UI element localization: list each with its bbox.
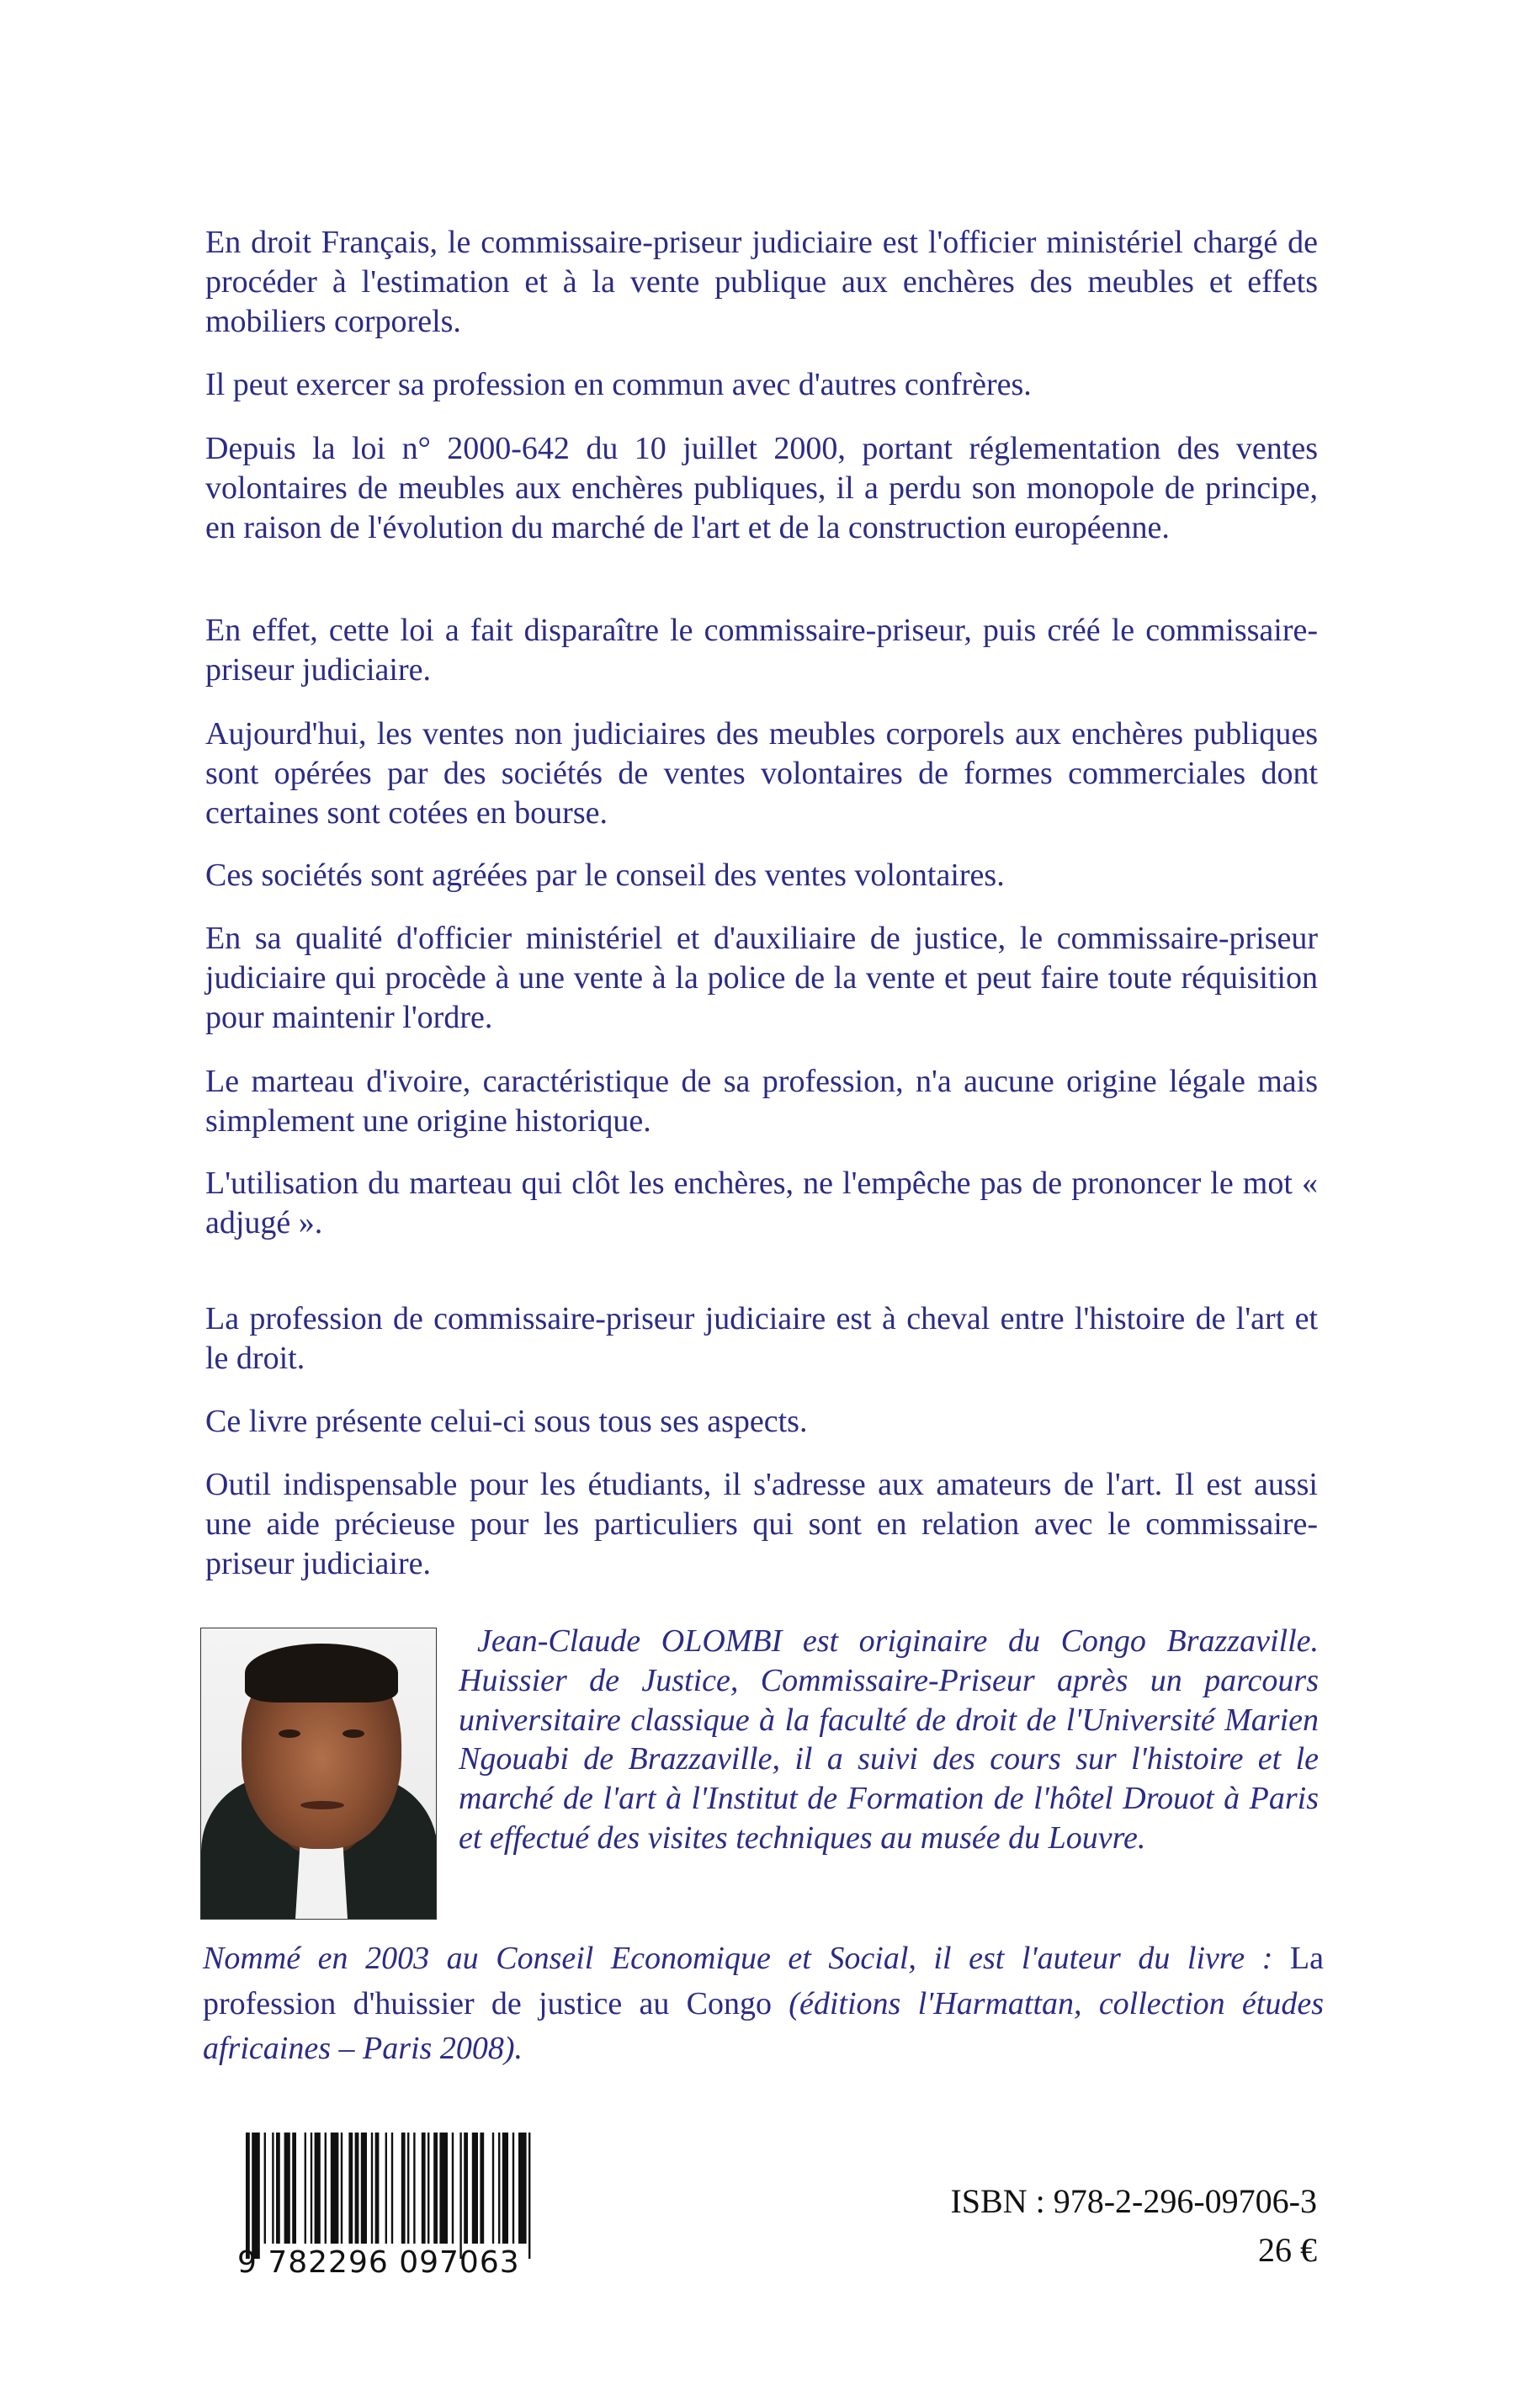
barcode-bar	[472, 2133, 478, 2244]
barcode-bar	[341, 2133, 343, 2244]
paragraph-profession: La profession de commissaire-priseur judiciaire est à cheval entre l'histoire de l'art et le droit.	[205, 1301, 1318, 1376]
barcode-bar	[480, 2133, 484, 2244]
barcode	[237, 2133, 542, 2280]
barcode-bar	[272, 2133, 273, 2244]
barcode-bar	[246, 2133, 250, 2259]
barcode-bar	[264, 2133, 266, 2244]
paragraph-definition: En droit Français, le commissaire-priseur judiciaire est l'officier ministériel chargé de procéder à l'estimation et à la vente publique aux enchères des meubles et effets mobiliers corporels.	[205, 225, 1318, 339]
barcode-bar	[331, 2133, 339, 2244]
paragraph-societies: Ces sociétés sont agréées par le conseil des ventes volontaires.	[205, 858, 1005, 893]
paragraph-today: Aujourd'hui, les ventes non judiciaires des meubles corporels aux enchères publiques sont opérées par des sociétés de ventes volontaires de formes commerciales dont certaines sont cotées en bourse.	[205, 716, 1318, 831]
barcode-bar	[439, 2133, 448, 2244]
barcode-bar	[371, 2133, 373, 2244]
isbn: ISBN : 978-2-296-09706-3	[950, 2182, 1317, 2220]
barcode-bar	[413, 2133, 415, 2244]
barcode-bar	[518, 2133, 527, 2244]
barcode-bar	[276, 2133, 280, 2244]
barcode-bar	[292, 2133, 296, 2244]
barcode-bar	[311, 2133, 312, 2244]
barcode-bar	[512, 2133, 514, 2244]
barcode-bar	[502, 2133, 508, 2244]
paragraph-law-2000: Depuis la loi n° 2000-642 du 10 juillet 2000, portant réglementation des ventes volontaires de meubles aux enchères publiques, il a perdu son monopole de principe, en raison de l'évolution du marché de l'art et de la construction européenne.	[205, 431, 1318, 545]
paragraph-book: Ce livre présente celui-ci sous tous ses aspects.	[205, 1404, 808, 1439]
barcode-bar	[433, 2133, 438, 2244]
barcode-bar	[528, 2133, 530, 2259]
paragraph-exercise: Il peut exercer sa profession en commun avec d'autres confrères.	[205, 367, 1032, 402]
barcode-bar	[385, 2133, 387, 2244]
barcode-bar	[464, 2133, 468, 2244]
author-photo	[200, 1628, 437, 1920]
book-details: (éditions l'Harmattan, collection études africaines – Paris 2008).	[203, 1985, 1324, 2067]
barcode-bar	[401, 2133, 406, 2244]
barcode-bar	[407, 2133, 409, 2244]
paragraph-tool: Outil indispensable pour les étudiants, il s'adresse aux amateurs de l'art. Il est aussi une aide précieuse pour les particuliers qui sont en relation avec le commissaire-priseur judiciaire.	[205, 1467, 1318, 1581]
barcode-bar	[452, 2133, 454, 2244]
author-note-italic: Nommé en 2003 au Conseil Economique et Social, il est l'auteur du livre :	[203, 1941, 1290, 1976]
barcode-bar	[252, 2133, 260, 2259]
barcode-bar	[422, 2133, 426, 2244]
barcode-bar	[492, 2133, 494, 2244]
paragraph-quality: En sa qualité d'officier ministériel et d'auxiliaire de justice, le commissaire-priseur judiciaire qui procède à une vente à la police de la vente et peut faire toute réquisition pour maintenir l'ordre.	[205, 921, 1318, 1035]
barcode-bar	[459, 2133, 461, 2259]
barcode-bar	[284, 2133, 290, 2244]
paragraph-hammer: Le marteau d'ivoire, caractéristique de sa profession, n'a aucune origine légale mais simplement une origine historique.	[205, 1064, 1318, 1139]
barcode-bar	[427, 2133, 429, 2244]
barcode-bar	[348, 2133, 353, 2244]
barcode-digits: 9 782296 097063	[237, 2245, 520, 2280]
barcode-bar	[375, 2133, 380, 2244]
paragraph-effect: En effet, cette loi a fait disparaître le commissaire-priseur, puis créé le commissaire-priseur judiciaire.	[205, 613, 1318, 688]
barcode-bar	[315, 2133, 321, 2244]
barcode-bar	[391, 2133, 393, 2244]
barcode-bar	[498, 2133, 500, 2244]
barcode-bar	[305, 2133, 306, 2244]
author-bio: Jean-Claude OLOMBI est originaire du Congo Brazzaville. Huissier de Justice, Commissaire-Priseur après un parcours universitaire classique à la faculté de droit de l'Université Marien Ngouabi de Brazzaville, il a suivi des cours sur l'histoire et le marché de l'art à l'Institut de Formation de l'hôtel Drouot à Paris et effectué des visites techniques au musée du Louvre.	[459, 1623, 1319, 1856]
paragraph-adjuge: L'utilisation du marteau qui clôt les enchères, ne l'empêche pas de prononcer le mot « adjugé ».	[205, 1166, 1318, 1240]
price: 26 €	[1258, 2231, 1317, 2269]
barcode-bar	[361, 2133, 367, 2244]
book-title: La profession d'huissier de justice au Congo	[203, 1941, 1324, 2021]
author-note	[203, 1936, 1324, 2072]
barcode-bar	[355, 2133, 359, 2244]
barcode-bar	[325, 2133, 327, 2244]
